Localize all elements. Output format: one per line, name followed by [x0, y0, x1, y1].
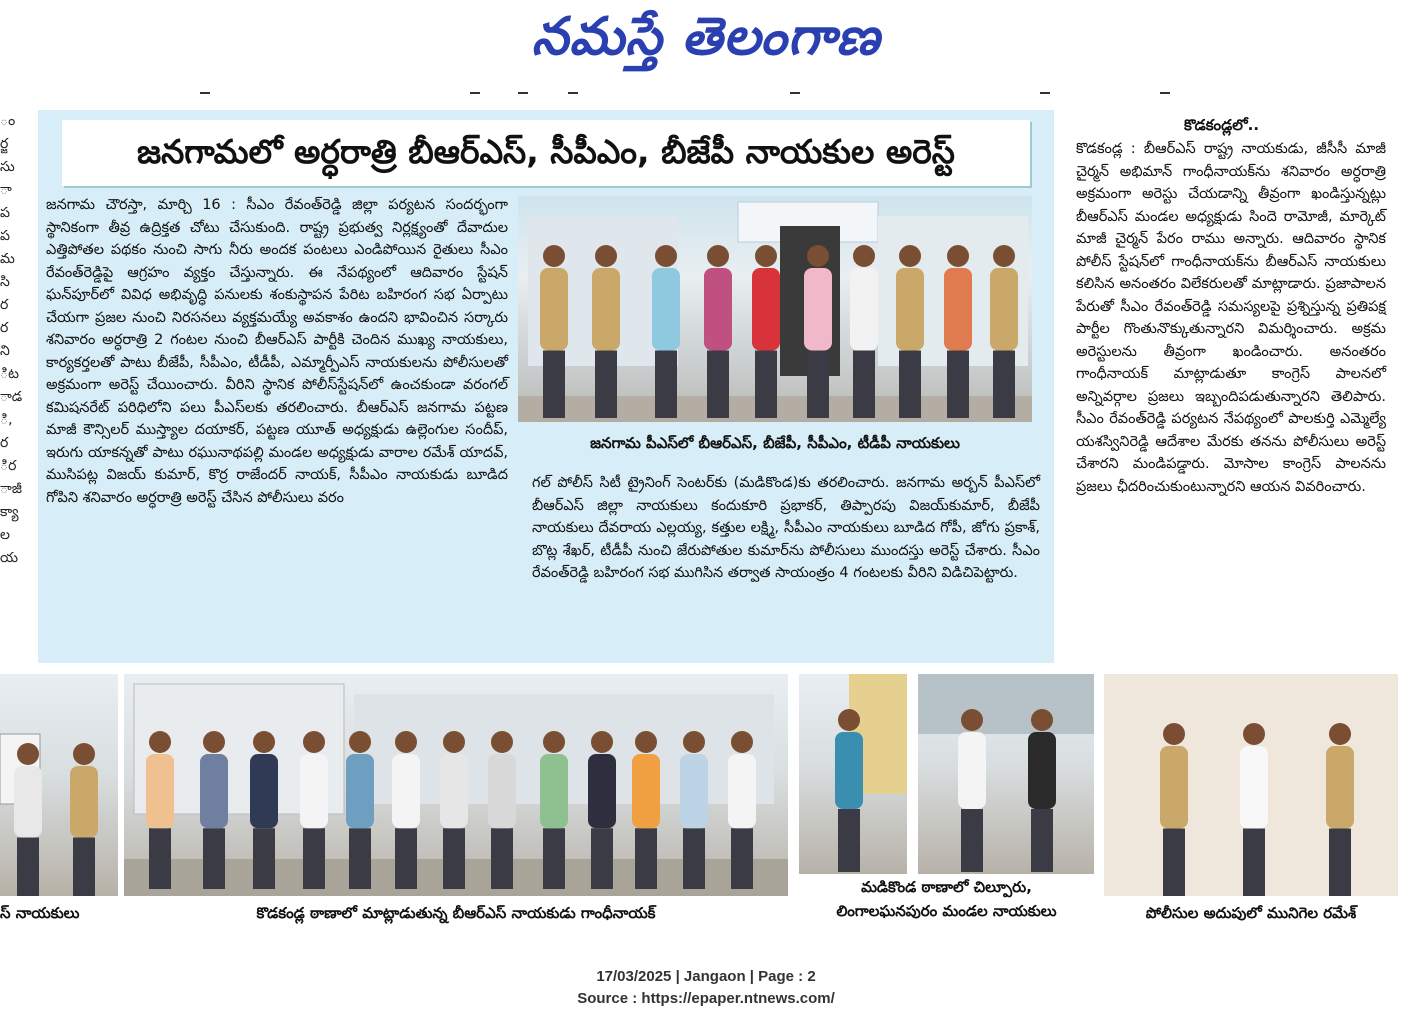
person-head [595, 245, 617, 267]
left-edge-glyph: ాడ [0, 389, 23, 405]
person-figure [200, 754, 228, 828]
left-edge-glyph: సి [0, 274, 10, 290]
left-edge-glyph: ప [0, 228, 10, 244]
person-figure [680, 754, 708, 828]
side-article-title: కొడకండ్లలో.. [1184, 116, 1260, 134]
person-head [491, 731, 513, 753]
person-legs [253, 828, 275, 889]
caption-ramesh: పోలీసుల అదుపులో మునిగెల రమేశ్ [1145, 904, 1357, 922]
person-legs [73, 838, 95, 897]
person-head [853, 245, 875, 267]
person-head [707, 245, 729, 267]
left-edge-glyph: ర [0, 320, 9, 336]
person-legs [899, 351, 921, 419]
article-column-1 [46, 194, 508, 509]
person-legs [203, 828, 225, 889]
person-figure [850, 268, 878, 351]
person-figure [728, 754, 756, 828]
person-figure [958, 732, 986, 809]
ramesh-scene [1104, 674, 1398, 896]
person-figure [588, 754, 616, 828]
person-head [349, 731, 371, 753]
person-head [731, 731, 753, 753]
left-edge-glyph: య [0, 550, 19, 566]
left-edge-glyph: ప [0, 205, 10, 221]
person-legs [595, 351, 617, 419]
left-edge-glyph: ా [0, 182, 12, 198]
person-head [591, 731, 613, 753]
bottom-photo-madikonda-1 [799, 674, 907, 874]
person-head [838, 709, 860, 731]
person-head [961, 709, 983, 731]
footer-source: Source : https://epaper.ntnews.com/ [577, 990, 835, 1007]
person-legs [591, 828, 613, 889]
person-head [899, 245, 921, 267]
main-photo-caption: జనగామ పీఎస్‌లో బీఆర్ఎస్, బీజేపీ, సీపీఎం, టీడీపీ నాయకులు [590, 434, 960, 452]
left-edge-glyph: సు [0, 159, 15, 175]
page-footer [0, 966, 1412, 1010]
person-legs [707, 351, 729, 419]
kodakandla-group-scene [124, 674, 788, 896]
person-figure [540, 754, 568, 828]
person-legs [635, 828, 657, 889]
article-column-2 [532, 472, 1040, 585]
person-figure [440, 754, 468, 828]
person-legs [491, 828, 513, 889]
bottom-left-scene [0, 674, 118, 896]
left-edge-glyph: ిట [0, 366, 19, 382]
person-figure [652, 268, 680, 351]
person-legs [1163, 829, 1185, 897]
person-head [655, 245, 677, 267]
person-figure [896, 268, 924, 351]
headline-box [62, 120, 1030, 186]
caption-kodakandla: కొడకండ్ల ఠాణాలో మాట్లాడుతున్న బీఆర్ఎస్ నాయకుడు గాంధీనాయక్ [256, 904, 656, 922]
newspaper-masthead: నమస్తే తెలంగాణ [531, 6, 881, 67]
left-edge-glyph: ల [0, 527, 10, 543]
left-edge-glyph: ర్జ [0, 136, 9, 152]
left-edge-cut-column [0, 110, 23, 670]
person-figure [346, 754, 374, 828]
person-figure [1240, 746, 1268, 829]
person-head [993, 245, 1015, 267]
person-figure [804, 268, 832, 351]
left-edge-glyph: ర [0, 435, 9, 451]
caption-left-cut: స్ నాయకులు [0, 904, 80, 922]
bottom-photo-madikonda-2 [918, 674, 1094, 874]
person-head [17, 743, 39, 765]
caption-madikonda-line1: మడికొండ ఠాణాలో చిల్పూరు, [861, 878, 1032, 896]
person-head [1031, 709, 1053, 731]
left-edge-glyph: ం [0, 113, 16, 129]
person-legs [543, 351, 565, 419]
person-legs [755, 351, 777, 419]
left-edge-glyph: క్యా [0, 504, 19, 520]
person-legs [683, 828, 705, 889]
person-head [755, 245, 777, 267]
side-article-column [1076, 138, 1386, 498]
person-legs [395, 828, 417, 889]
person-legs [993, 351, 1015, 419]
person-head [395, 731, 417, 753]
side-article-body: కొడకండ్ల : బీఆర్ఎస్ రాష్ట్ర నాయకుడు, జీసీసీ మాజీ చైర్మన్ అభిమాన్ గాంధీనాయక్‌ను శనివారం అర్ధరాత్రి అక్రమంగా అరెస్టు చేయడాన్ని తీవ్రంగా ఖండిస్తున్నట్లు బీఆర్ఎస్ మండల అధ్యక్షుడు సిందె రామోజీ, మార్కెట్ మాజీ చైర్మన్ పేరం రాము అన్నారు. ఆదివారం స్థానిక పోలీస్ స్టేషన్‌లో గాంధీనాయక్‌ను బీఆర్ఎస్ నాయకులు కలిసిన అనంతరం విలేకరులతో మాట్లాడారు. ప్రజాపాలన పేరుతో సీఎం రేవంత్‌రెడ్డి సమస్యలపై ప్రశ్నిస్తున్న ప్రతిపక్ష పార్టీల గొంతునొక్కుతున్నారని విమర్శించారు. అక్రమ అరెస్టులను తీవ్రంగా ఖండించారు. అనంతరం గాంధీనాయక్ మాట్లాడుతూ కాంగ్రెస్ పాలనలో అన్నివర్గాల ప్రజలు ఇబ్బందిపడుతున్నారని తెలిపారు. సీఎం రేవంత్‌రెడ్డి పర్యటన నేపథ్యంలో పాలకుర్తి ఎమ్మెల్యే యశస్విని‌రెడ్డి ఆదేశాల మేరకు తనను పోలీసులు అరెస్ట్ చేశారని మండిపడ్డారు. మోసాల కాంగ్రెస్ పాలనను ప్రజలు ఛీదరించుకుంటున్నారని ఆయన వివరించారు. [1076, 141, 1386, 495]
person-figure [300, 754, 328, 828]
person-head [807, 245, 829, 267]
person-head [543, 245, 565, 267]
person-figure [1028, 732, 1056, 809]
article-body-col2: గల్ పోలీస్ సిటీ ట్రైనింగ్ సెంటర్‌కు (మడికొండ)కు తరలించారు. జనగామ అర్బన్ పీఎస్‌లో బీఆర్ఎస్ జిల్లా నాయకులు కందుకూరి ప్రభాకర్, తిప్పారపు విజయ్‌కుమార్, బీజేపీ నాయకులు దేవరాయ ఎల్లయ్య, కత్తుల లక్ష్మి, సీపీఎం నాయకులు బూడిద గోపీ, జోగు ప్రకాశ్, బొట్ల శేఖర్, టీడీపీ నుంచి జేరుపోతుల కుమార్‌ను పోలీసులు ముందస్తు అరెస్ట్ చేశారు. సీఎం రేవంత్‌రెడ్డి బహిరంగ సభ ముగిసిన తర్వాత సాయంత్రం 4 గంటలకు వీరిని విడిచిపెట్టారు. [532, 475, 1040, 581]
person-figure [540, 268, 568, 351]
person-head [635, 731, 657, 753]
left-edge-glyph: ి, [0, 412, 13, 428]
person-legs [731, 828, 753, 889]
left-edge-glyph: ిర [0, 458, 17, 474]
left-edge-glyph: ని [0, 343, 10, 359]
madikonda-scene-1 [799, 674, 907, 874]
person-legs [303, 828, 325, 889]
police-station-photo [518, 196, 1032, 422]
person-head [947, 245, 969, 267]
person-head [1163, 723, 1185, 745]
person-legs [961, 809, 983, 872]
cut-text-strip [0, 86, 1412, 108]
person-legs [443, 828, 465, 889]
bottom-photo-left [0, 674, 118, 896]
person-figure [488, 754, 516, 828]
person-legs [149, 828, 171, 889]
person-head [73, 743, 95, 765]
person-legs [1243, 829, 1265, 897]
person-figure [944, 268, 972, 351]
person-figure [14, 766, 42, 838]
person-figure [632, 754, 660, 828]
person-head [303, 731, 325, 753]
person-figure [592, 268, 620, 351]
bottom-photo-ramesh [1104, 674, 1398, 896]
person-figure [250, 754, 278, 828]
person-figure [835, 732, 863, 809]
person-legs [838, 809, 860, 872]
person-head [683, 731, 705, 753]
footer-date-edition: 17/03/2025 | Jangaon | Page : 2 [596, 968, 816, 985]
person-figure [1326, 746, 1354, 829]
person-figure [146, 754, 174, 828]
person-head [149, 731, 171, 753]
person-figure [1160, 746, 1188, 829]
person-legs [947, 351, 969, 419]
person-figure [752, 268, 780, 351]
left-edge-glyph: ర [0, 297, 9, 313]
person-legs [853, 351, 875, 419]
person-figure [70, 766, 98, 838]
police-station-scene [518, 196, 1032, 422]
person-head [253, 731, 275, 753]
person-legs [349, 828, 371, 889]
person-figure [704, 268, 732, 351]
left-edge-glyph: మ [0, 251, 15, 267]
person-head [543, 731, 565, 753]
left-edge-glyph: ాజీ [0, 481, 22, 497]
person-legs [1329, 829, 1351, 897]
person-legs [807, 351, 829, 419]
person-legs [17, 838, 39, 897]
caption-madikonda-line2: లింగాలఘనపురం మండల నాయకులు [836, 902, 1057, 920]
person-figure [392, 754, 420, 828]
person-legs [1031, 809, 1053, 872]
person-head [1243, 723, 1265, 745]
person-figure [990, 268, 1018, 351]
article-body-col1: జనగామ చౌరస్తా, మార్చి 16 : సీఎం రేవంత్‌రెడ్డి జిల్లా పర్యటన సందర్భంగా స్థానికంగా తీవ్ర ఉద్రిక్తత చోటు చేసుకుంది. రాష్ట్ర ప్రభుత్వ నిర్లక్ష్యంతో దేవాదుల ఎత్తిపోతల పథకం నుంచి సాగు నీరు అందక పంటలు ఎండిపోయిన రైతులు సీఎం రేవంత్‌రెడ్డిపై ఆగ్రహం వ్యక్తం చేస్తున్నారు. ఈ నేపథ్యంలో ఆదివారం స్టేషన్ ఘన్‌పూర్‌లో వివిధ అభివృద్ధి పనులకు శంకుస్థాపన పేరిట బహిరంగ సభ ఏర్పాటు చేయగా ప్రజల నుంచి నిరసనలు వ్యక్తమయ్యే అవకాశం ఉందని భావించిన సర్కారు శనివారం అర్ధరాత్రి 2 గంటల నుంచి బీఆర్ఎస్ పార్టీకి చెందిన ముఖ్య నాయకులు, కార్యకర్తలతో పాటు బీజేపీ, సీపీఎం, టీడీపీ, ఎమ్మార్పీఎస్ నాయకులను పోలీసులతో అక్రమంగా అరెస్ట్ చేయించారు. వీరిని స్థానిక పోలీస్‌స్టేషన్‌లో ఉంచకుండా వరంగల్ కమిషనరేట్ పరిధిలోని పలు పీఎస్‌లకు తరలించారు. బీఆర్ఎస్ జనగామ పట్టణ మాజీ కౌన్సిలర్ ముస్త్యాల దయాకర్, పట్టణ యూత్ అధ్యక్షుడు ఉల్లెంగుల సందీప్, ఇరుగు యాకన్నతో పాటు రఘునాథపల్లి మండల అధ్యక్షుడు వారాల రమేశ్ యాదవ్, ముసిపట్ల విజయ్ కుమార్, కొర్ర రాజేందర్ నాయక్, సీపీఎం నాయకుడు బూడిద గోపిని శనివారం అర్ధరాత్రి అరెస్ట్ చేసిన పోలీసులు వరం [46, 197, 508, 506]
person-head [443, 731, 465, 753]
person-legs [543, 828, 565, 889]
bottom-photo-kodakandla [124, 674, 788, 896]
madikonda-scene-2 [918, 674, 1094, 874]
person-head [1329, 723, 1351, 745]
article-headline: జనగామలో అర్ధరాత్రి బీఆర్ఎస్, సీపీఎం, బీజేపీ నాయకుల అరెస్ట్ [137, 132, 955, 171]
person-head [203, 731, 225, 753]
person-legs [655, 351, 677, 419]
